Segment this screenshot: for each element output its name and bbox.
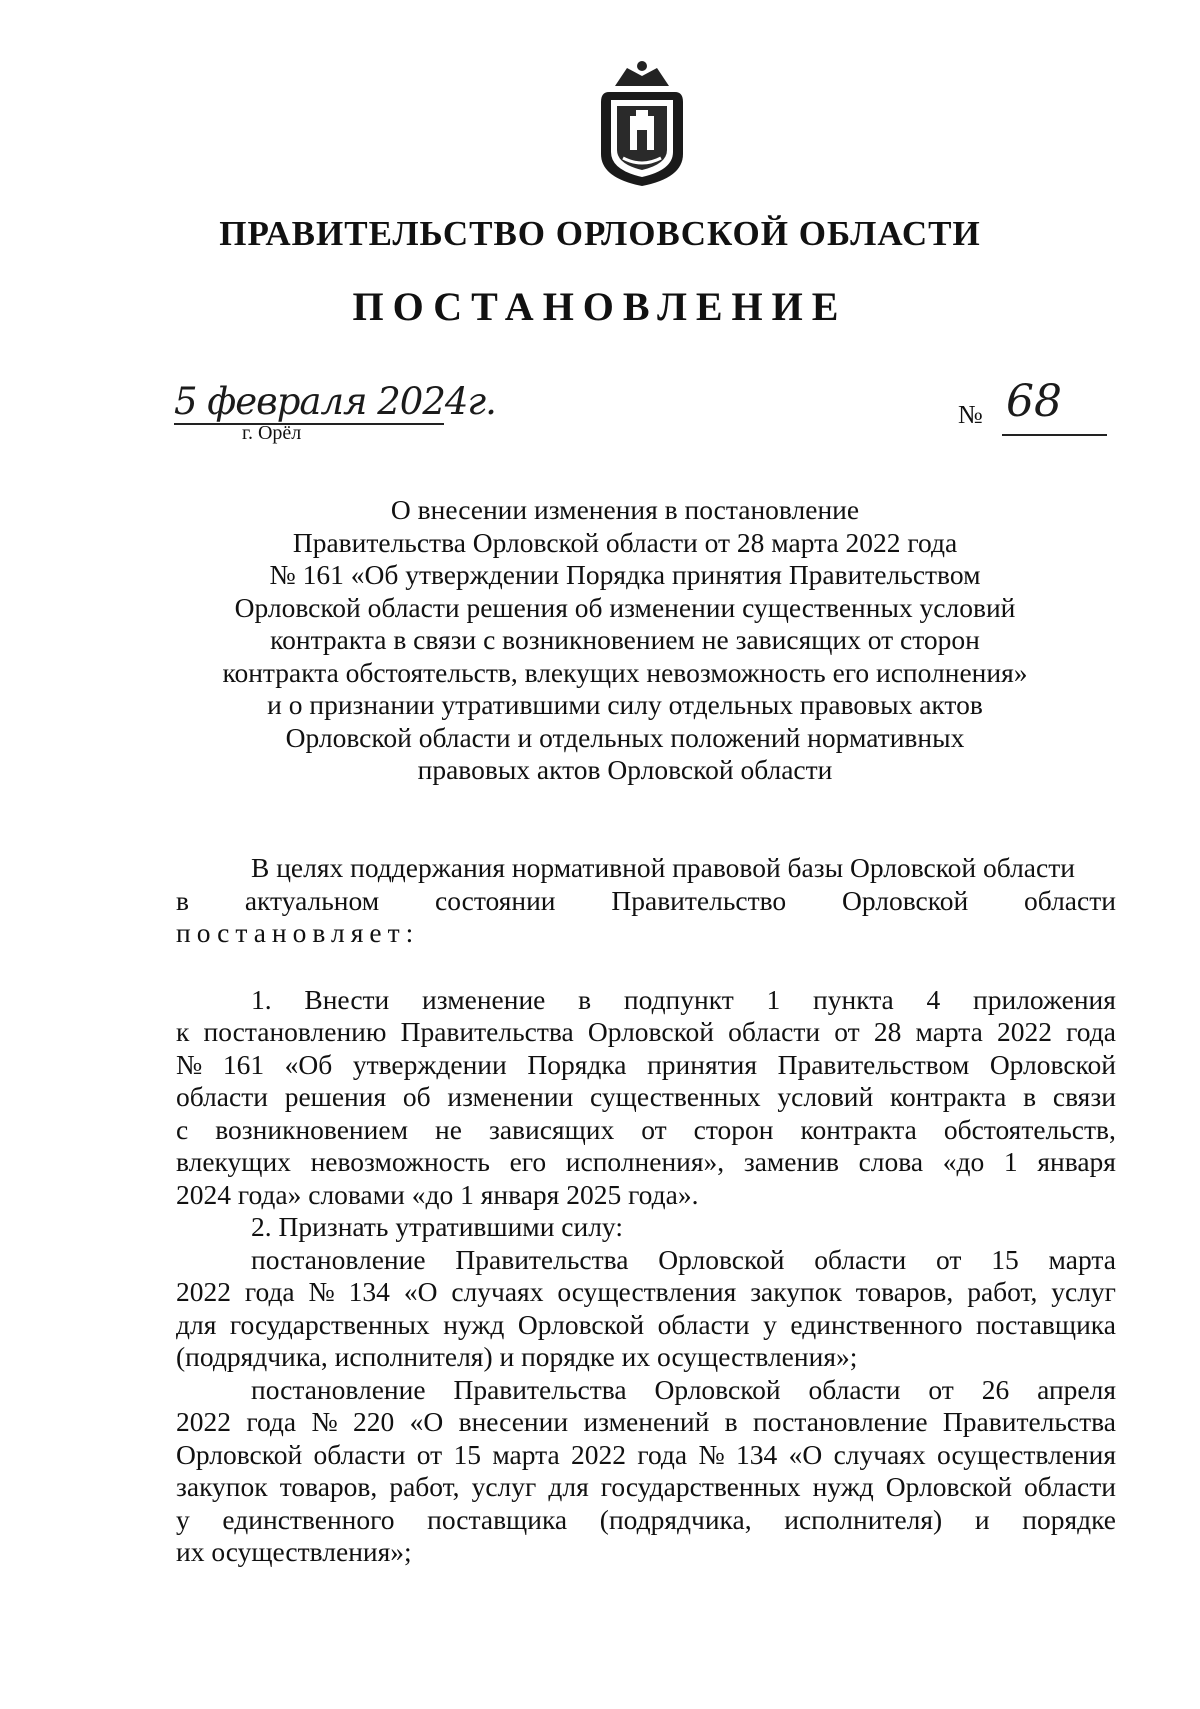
word: поставщика: [976, 1308, 1116, 1340]
word: единственного: [222, 1503, 395, 1535]
city-label: г. Орёл: [242, 422, 302, 444]
word: №: [308, 1276, 335, 1307]
word: 2022: [176, 1406, 231, 1437]
word: области: [814, 1243, 907, 1275]
word: Орловской: [587, 1016, 715, 1047]
word: существенных: [590, 1081, 761, 1112]
word: 4: [926, 983, 941, 1015]
word: возникновением: [215, 1113, 408, 1145]
resolution-body: [176, 852, 1116, 1569]
date-block: [174, 380, 496, 444]
word: марта: [492, 1438, 560, 1470]
word: обстоятельств,: [943, 1113, 1116, 1145]
word: «до: [942, 1146, 985, 1177]
handwritten-date: 5 февраля 2024г.: [174, 380, 496, 423]
word: исполнителя): [784, 1503, 943, 1535]
word: внесении: [458, 1406, 569, 1437]
item2b-line-justified: [176, 1471, 1116, 1504]
word: января: [1037, 1146, 1116, 1177]
word: 220: [353, 1406, 395, 1437]
word: от: [928, 1373, 954, 1405]
item2b-line-justified: [176, 1439, 1116, 1472]
word: Орловской: [517, 1308, 645, 1340]
word: государственных: [229, 1308, 430, 1340]
word: Орловской: [989, 1048, 1116, 1080]
subject-line: контракта обстоятельств, влекущих невозможность его исполнения»: [222, 656, 1028, 688]
word: постановление: [753, 1406, 928, 1437]
subject-line: Орловской области и отдельных положений нормативных: [285, 721, 965, 753]
word: года: [1066, 1016, 1116, 1047]
word: 2022: [997, 1016, 1053, 1047]
word: 28: [873, 1016, 902, 1047]
item2a-line-justified: [176, 1244, 1116, 1277]
word: (подрядчика,: [599, 1503, 752, 1535]
word: его: [509, 1146, 547, 1177]
word: 2022: [571, 1438, 627, 1470]
word: у: [763, 1308, 777, 1340]
word: области: [1024, 884, 1116, 916]
word: к: [176, 1016, 190, 1047]
word: подпункт: [623, 983, 734, 1015]
word: Правительства: [400, 1016, 574, 1047]
word: марта: [1048, 1243, 1116, 1275]
word: №: [311, 1406, 338, 1437]
item1-line-justified: [176, 1146, 1116, 1179]
word: условий: [777, 1081, 874, 1112]
word: года: [244, 1276, 295, 1307]
word: Орловской: [658, 1243, 785, 1275]
item2b-line: их осуществления»;: [176, 1536, 412, 1567]
word: осуществления: [557, 1276, 737, 1307]
subject-line: правовых актов Орловской области: [417, 754, 833, 785]
word: от: [416, 1438, 443, 1470]
item1-line-justified: [176, 1049, 1116, 1082]
word: пункта: [813, 983, 894, 1015]
word: случаях: [833, 1438, 926, 1470]
word: порядке: [1022, 1503, 1116, 1535]
word: №: [698, 1438, 725, 1470]
number-underline: [1002, 434, 1107, 436]
word: Правительством: [777, 1048, 970, 1080]
word: Орловской: [842, 884, 969, 916]
preamble-line-justified: [176, 885, 1116, 918]
subject-line: О внесении изменения в постановление: [390, 494, 860, 525]
word: утверждении: [352, 1048, 507, 1080]
word: от: [936, 1243, 962, 1275]
word: марта: [915, 1016, 983, 1047]
item1-line-justified: [176, 1016, 1116, 1049]
word: сторон: [693, 1113, 774, 1145]
word: 161: [222, 1048, 265, 1080]
word: изменений: [583, 1406, 710, 1437]
word: области: [1024, 1471, 1116, 1502]
word: товаров,: [279, 1471, 378, 1502]
word: исполнения»,: [565, 1146, 725, 1177]
resolution-subject: [200, 494, 1050, 787]
word: состоянии: [435, 884, 556, 916]
word: у: [176, 1503, 190, 1535]
word: работ,: [967, 1276, 1038, 1307]
item2b-line-justified: [176, 1504, 1116, 1537]
word: изменении: [447, 1081, 574, 1112]
word: осуществления: [937, 1438, 1116, 1470]
word: принятия: [647, 1048, 757, 1080]
item2b-line-justified: [176, 1374, 1116, 1407]
word: решения: [284, 1081, 387, 1112]
coat-of-arms-emblem: [597, 58, 687, 188]
word: закупок: [750, 1276, 842, 1307]
item1-line-justified: [176, 1081, 1116, 1114]
word: 15: [453, 1438, 482, 1470]
word: «О: [788, 1438, 823, 1470]
word: в: [724, 1406, 738, 1437]
word: в: [578, 983, 592, 1015]
item2a-line: (подрядчика, исполнителя) и порядке их осуществления»;: [176, 1341, 858, 1372]
word: контракта: [800, 1113, 917, 1145]
word: постановлению: [203, 1016, 387, 1047]
word: №: [176, 1048, 203, 1080]
word: для: [548, 1471, 589, 1502]
item2a-line-justified: [176, 1309, 1116, 1342]
word: «Об: [284, 1048, 333, 1080]
word: единственного: [790, 1308, 963, 1340]
preamble-line: В целях поддержания нормативной правовой базы Орловской области: [251, 852, 1075, 883]
word: Орловской: [654, 1373, 781, 1405]
word: влекущих: [176, 1146, 291, 1177]
item2b-line-justified: [176, 1406, 1116, 1439]
word: Орловской: [176, 1438, 303, 1470]
word: «О: [409, 1406, 444, 1437]
word: «О: [403, 1276, 438, 1307]
word: закупок: [176, 1471, 268, 1502]
subject-line: контракта в связи с возникновением не зависящих от сторон: [270, 624, 980, 655]
word: слова: [858, 1146, 924, 1177]
word: 2022: [176, 1276, 231, 1307]
word: об: [402, 1081, 431, 1112]
word: услуг: [1051, 1276, 1116, 1307]
word: заменив: [743, 1146, 839, 1177]
word: для: [176, 1308, 217, 1340]
word: 26: [981, 1373, 1010, 1405]
word: государственных: [600, 1471, 801, 1502]
item1-line-justified: [176, 1114, 1116, 1147]
word: нужд: [443, 1308, 505, 1340]
word: невозможность: [310, 1146, 490, 1177]
subject-line: № 161 «Об утверждении Порядка принятия Правительством: [269, 559, 981, 590]
word: 134: [348, 1276, 390, 1307]
word: 1: [766, 983, 781, 1015]
word: года: [637, 1438, 688, 1470]
preamble-line: постановляет:: [176, 917, 420, 948]
word: от: [641, 1113, 667, 1145]
word: постановление: [251, 1243, 426, 1275]
date-underline: [174, 423, 444, 425]
word: зависящих: [488, 1113, 615, 1145]
word: Правительство: [611, 884, 787, 916]
word: связи: [1052, 1081, 1116, 1112]
word: в: [176, 884, 189, 916]
word: области: [313, 1438, 406, 1470]
word: 15: [991, 1243, 1019, 1275]
word: 134: [736, 1438, 778, 1470]
word: года: [246, 1406, 297, 1437]
word: области: [176, 1081, 268, 1112]
word: поставщика: [427, 1503, 568, 1535]
item2a-line-justified: [176, 1276, 1116, 1309]
word: Орловской: [885, 1471, 1012, 1502]
word: услуг: [471, 1471, 537, 1502]
word: в: [1023, 1081, 1037, 1112]
word: нужд: [812, 1471, 874, 1502]
word: 1: [1003, 1146, 1018, 1177]
word: Правительства: [942, 1406, 1116, 1437]
word: актуальном: [244, 884, 380, 916]
item1-line: 2024 года» словами «до 1 января 2025 года».: [176, 1178, 699, 1210]
word: Правительства: [453, 1373, 627, 1405]
word: работ,: [389, 1471, 460, 1502]
word: Порядка: [527, 1048, 627, 1080]
word: не: [435, 1113, 462, 1145]
word: и: [974, 1503, 990, 1535]
subject-line: и о признании утратившими силу отдельных правовых актов: [267, 689, 983, 720]
document-type-title: ПОСТАНОВЛЕНИЕ: [352, 284, 848, 329]
word: Внести: [304, 983, 390, 1015]
number-sign: №: [958, 400, 983, 429]
word: изменение: [422, 983, 546, 1015]
word: с: [176, 1113, 189, 1145]
word: приложения: [973, 983, 1116, 1015]
word: области: [808, 1373, 901, 1405]
word: случаях: [451, 1276, 544, 1307]
word: области: [657, 1308, 750, 1340]
subject-line: Правительства Орловской области от 28 марта 2022 года: [292, 526, 958, 558]
item1-line-justified: [176, 984, 1116, 1017]
word: 1.: [251, 983, 272, 1015]
word: области: [728, 1016, 821, 1047]
word: апреля: [1037, 1373, 1116, 1405]
handwritten-number: 68: [1006, 376, 1062, 427]
item2-title: 2. Признать утратившими силу:: [251, 1211, 623, 1242]
organization-title: ПРАВИТЕЛЬСТВО ОРЛОВСКОЙ ОБЛАСТИ: [219, 214, 981, 253]
subject-line: Орловской области решения об изменении существенных условий: [234, 591, 1016, 623]
word: постановление: [251, 1373, 426, 1405]
word: от: [834, 1016, 860, 1047]
word: товаров,: [855, 1276, 954, 1307]
word: контракта: [890, 1081, 1007, 1112]
word: Правительства: [455, 1243, 629, 1275]
